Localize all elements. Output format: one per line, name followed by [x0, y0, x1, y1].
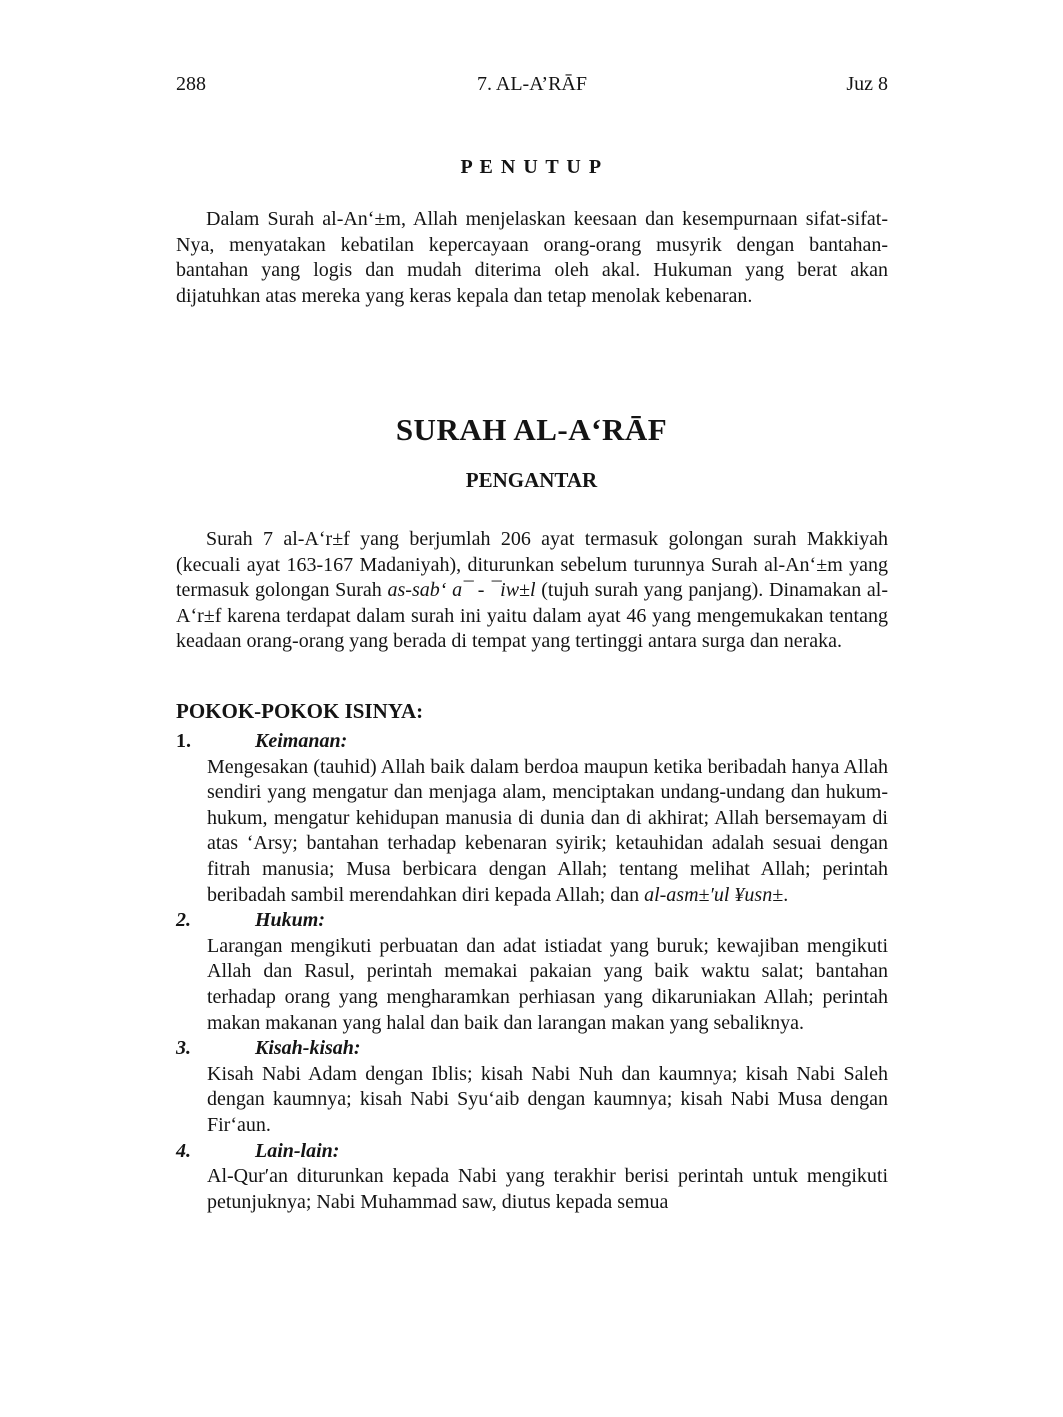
text-segment: Surah 7 al-A‘r±f yang berjumlah 206 ayat termasuk golongan surah Makkiyah (kecuali ayat 163-167 Madaniyah), diturunkan sebelum turunnya Surah al-An‘±m yang termasuk golongan Surah [176, 528, 888, 602]
pengantar-subtitle: PENGANTAR [465, 468, 598, 492]
text-segment: Kisah Nabi Adam dengan Iblis; kisah Nabi Nuh dan kaumnya; kisah Nabi Saleh dengan kaumnya; kisah Nabi Syu‘aib dengan kaumnya; kisah Nabi Musa dengan Fir‘aun. [207, 1062, 888, 1136]
text-segment: (tujuh surah yang panjang). Dinamakan al-A‘r±f karena terdapat dalam surah ini yaitu dalam ayat 46 yang mengemukakan tentang keadaan orang-orang yang berada di tempat yang tertinggi antara surga dan neraka. [176, 579, 888, 653]
pokok-item [176, 908, 888, 1036]
surah-title: SURAH AL-A‘RĀF [395, 412, 668, 447]
item-body [207, 1164, 888, 1215]
penutup-heading: P E N U T U P [460, 156, 603, 178]
italic-text-segment: al-asm±′ul ¥usn± [644, 883, 784, 906]
pokok-heading: POKOK-POKOK ISINYA: [176, 699, 424, 723]
item-number: 4. [176, 1139, 191, 1162]
running-header [176, 73, 888, 99]
item-label: Hukum: [255, 909, 326, 932]
item-body [207, 755, 888, 909]
text-segment: . [783, 883, 789, 906]
item-body [207, 934, 888, 1036]
item-number: 3. [176, 1037, 191, 1060]
text-segment: Al-Qur′an diturunkan kepada Nabi yang terakhir berisi perintah untuk mengikuti petunjuknya; Nabi Muhammad saw, diutus kepada semua [207, 1165, 888, 1213]
pokok-item [176, 1036, 888, 1138]
pokok-item [176, 1139, 888, 1216]
pokok-item-list [176, 729, 888, 1215]
running-title: 7. AL-A’RĀF [476, 73, 588, 95]
item-number: 1. [176, 730, 191, 752]
penutup-paragraph: Dalam Surah al-An‘±m, Allah menjelaskan keesaan dan kesempurnaan sifat-sifat-Nya, menyatakan kebatilan kepercayaan orang-orang musyrik dengan bantahan-bantahan yang logis dan mudah diterima oleh akal. Hukuman yang berat akan dijatuhkan atas mereka yang keras kepala dan tetap menolak kebenaran. [176, 208, 888, 307]
pokok-item [176, 729, 888, 908]
item-body [207, 1062, 888, 1139]
juz-label: Juz 8 [846, 73, 888, 95]
text-segment: Mengesakan (tauhid) Allah baik dalam berdoa maupun ketika beribadah hanya Allah sendiri yang mengatur dan menjaga alam, menciptakan undang-undang dan hukum-hukum, mengatur kehidupan manusia di dunia dan di akhirat; Allah bersemayam di atas ‘Arsy; bantahan terhadap kebenaran syirik; ketauhidan adalah sesuai dengan fitrah manusia; Musa berbicara dengan Allah; tentang melihat Allah; perintah beribadah sambil merendahkan diri kepada Allah; dan [207, 755, 888, 906]
item-number: 2. [176, 909, 191, 932]
item-label: Lain-lain: [255, 1139, 340, 1162]
item-label: Keimanan: [255, 730, 348, 752]
pokok-item-head [176, 1139, 888, 1165]
item-label: Kisah-kisah: [255, 1037, 361, 1060]
pokok-item-head [176, 1036, 888, 1062]
pokok-item-head [176, 908, 888, 934]
italic-text-segment: as-sab‘ a¯ - ¯iw±l [387, 579, 536, 602]
surah-intro-paragraph [176, 527, 888, 655]
text-segment: Larangan mengikuti perbuatan dan adat istiadat yang buruk; kewajiban mengikuti Allah dan Rasul, perintah memakai pakaian yang baik waktu salat; bantahan terhadap orang yang mengharamkan perhiasan yang dikaruniakan Allah; perintah makan makanan yang halal dan baik dan larangan makan yang sebaliknya. [207, 934, 888, 1034]
pokok-item-head [176, 729, 888, 755]
page-number: 288 [176, 73, 206, 95]
